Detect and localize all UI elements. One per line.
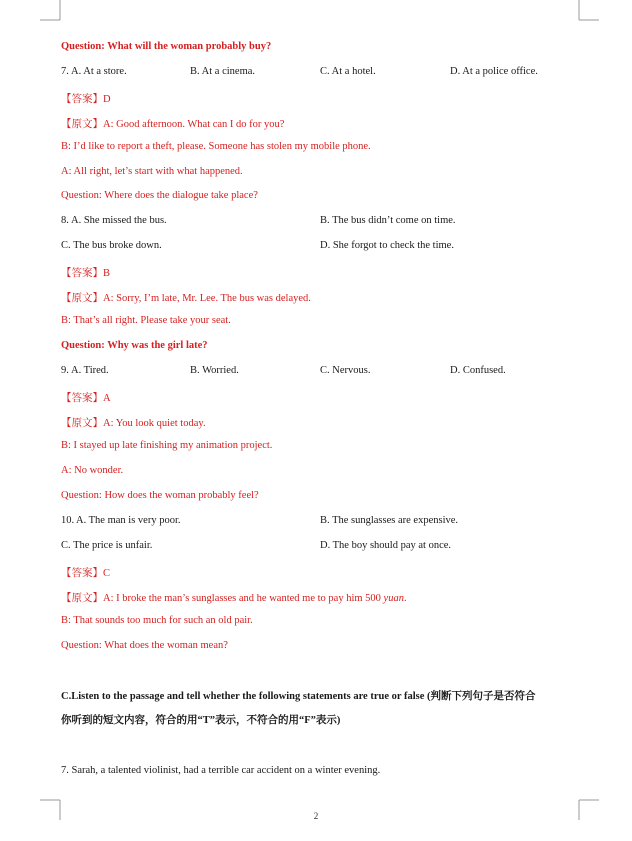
transcript-line: B: That sounds too much for such an old pair.: [61, 615, 253, 626]
answer-value: C: [103, 568, 111, 579]
answer-value: D: [103, 94, 111, 105]
transcript-question: Question: What does the woman mean?: [61, 640, 228, 651]
transcript-line: [61, 590, 407, 605]
question-line: Question: Why was the girl late?: [61, 340, 208, 351]
answer-line-7: [61, 91, 111, 106]
answer-value: B: [103, 268, 111, 279]
transcript-line: B: I’d like to report a theft, please. Someone has stolen my mobile phone.: [61, 141, 371, 152]
option-9d: D. Confused.: [450, 365, 506, 376]
option-7b: B. At a cinema.: [190, 66, 256, 77]
statement-7: 7. Sarah, a talented violinist, had a terrible car accident on a winter evening.: [61, 765, 381, 776]
answer-tag: 【答案】: [61, 393, 103, 404]
answer-value: A: [103, 393, 111, 404]
corner-mark-top-right: [575, 0, 599, 24]
transcript-tag: 【原文】: [61, 418, 103, 429]
transcript-text: A: Good afternoon. What can I do for you?: [103, 119, 285, 130]
corner-mark-top-left: [40, 0, 64, 24]
option-8c: C. The bus broke down.: [61, 240, 162, 251]
transcript-text: A: I broke the man’s sunglasses and he wanted me to pay him 500: [103, 593, 384, 604]
currency-word: yuan: [383, 593, 404, 604]
transcript-line: [61, 290, 311, 305]
option-10c: C. The price is unfair.: [61, 540, 153, 551]
answer-line-10: [61, 565, 110, 580]
transcript-line: B: That’s all right. Please take your seat.: [61, 315, 231, 326]
question-8-number: 8.: [61, 215, 69, 226]
option-8b: B. The bus didn’t come on time.: [320, 215, 456, 226]
transcript-tag: 【原文】: [61, 293, 103, 304]
transcript-line: A: All right, let’s start with what happened.: [61, 166, 243, 177]
section-c-line-1: C.Listen to the passage and tell whether the following statements are true or false (判断下列句子是否符合: [61, 691, 536, 702]
transcript-line: [61, 415, 206, 430]
transcript-line: B: I stayed up late finishing my animation project.: [61, 440, 273, 451]
answer-tag: 【答案】: [61, 94, 103, 105]
section-c-line-2: 你听到的短文内容，符合的用“T”表示，不符合的用“F”表示): [61, 715, 341, 726]
transcript-tag: 【原文】: [61, 593, 103, 604]
answer-tag: 【答案】: [61, 268, 103, 279]
answer-tag: 【答案】: [61, 568, 103, 579]
transcript-text: A: You look quiet today.: [103, 418, 206, 429]
section-c-instructions: [61, 685, 591, 733]
answer-line-9: [61, 390, 111, 405]
option-10d: D. The boy should pay at once.: [320, 540, 452, 551]
option-8a: A. She missed the bus.: [71, 215, 167, 226]
question-7-number: 7.: [61, 66, 69, 77]
question-line: Question: What will the woman probably buy?: [61, 41, 272, 52]
option-10b: B. The sunglasses are expensive.: [320, 515, 459, 526]
option-8d: D. She forgot to check the time.: [320, 240, 454, 251]
transcript-text: A: Sorry, I’m late, Mr. Lee. The bus was delayed.: [103, 293, 311, 304]
option-9b: B. Worried.: [190, 365, 239, 376]
answer-line-8: [61, 265, 110, 280]
question-9-number: 9.: [61, 365, 69, 376]
transcript-tag: 【原文】: [61, 119, 103, 130]
page-number: 2: [313, 811, 319, 821]
transcript-line: A: No wonder.: [61, 465, 124, 476]
transcript-line: [61, 116, 284, 131]
transcript-question: Question: How does the woman probably feel?: [61, 490, 259, 501]
question-10-number: 10.: [61, 515, 75, 526]
option-10a: A. The man is very poor.: [76, 515, 181, 526]
transcript-punct: .: [403, 593, 407, 604]
option-9a: A. Tired.: [71, 365, 109, 376]
option-7d: D. At a police office.: [450, 66, 538, 77]
option-9c: C. Nervous.: [320, 365, 371, 376]
option-7a: A. At a store.: [71, 66, 127, 77]
transcript-question: Question: Where does the dialogue take place?: [61, 190, 258, 201]
option-7c: C. At a hotel.: [320, 66, 376, 77]
